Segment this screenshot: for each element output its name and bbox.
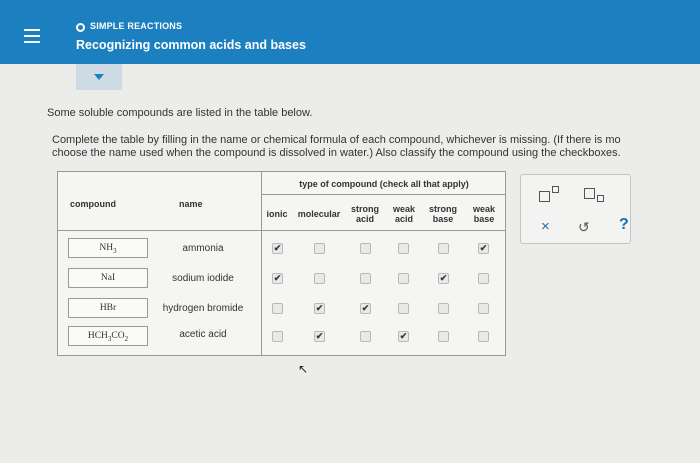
help-icon[interactable]: ? — [619, 216, 629, 233]
name-text: ammonia — [182, 243, 224, 254]
weak-acid-checkbox[interactable] — [398, 273, 409, 284]
chevron-down-icon — [94, 74, 104, 80]
weak-base-checkbox[interactable]: ✔ — [479, 243, 488, 253]
formula-field[interactable]: $NH_3$ — [68, 238, 148, 258]
header-name: name — [179, 199, 203, 209]
name-text: sodium iodide — [172, 273, 234, 284]
header-weak-base: weak base — [472, 204, 496, 224]
superscript-box-icon[interactable] — [539, 191, 550, 202]
strong-base-checkbox[interactable]: ✔ — [439, 273, 448, 283]
mouse-cursor-icon: ↖ — [298, 362, 309, 376]
weak-base-checkbox[interactable] — [478, 331, 489, 342]
header-molecular: molecular — [297, 209, 341, 219]
clear-icon[interactable]: × — [541, 218, 550, 235]
expand-button[interactable] — [76, 64, 122, 90]
weak-acid-checkbox[interactable]: ✔ — [399, 331, 408, 341]
header-strong-acid: strong acid — [351, 204, 379, 224]
ionic-checkbox[interactable]: ✔ — [273, 273, 282, 283]
strong-base-checkbox[interactable] — [438, 243, 449, 254]
strong-acid-checkbox[interactable] — [360, 331, 371, 342]
intro-text: Some soluble compounds are listed in the table below. — [47, 107, 313, 119]
formula-field[interactable]: NaI — [68, 268, 148, 288]
formula-field[interactable]: HBr — [68, 298, 148, 318]
molecular-checkbox[interactable] — [314, 273, 325, 284]
instruction-line-1: Complete the table by filling in the name or chemical formula of each compound, whichever is missing. (If there is mo — [52, 134, 621, 146]
top-bar — [0, 0, 700, 64]
topic-label: SIMPLE REACTIONS — [90, 21, 183, 31]
header-compound: compound — [70, 199, 116, 209]
header-bottom-divider — [58, 230, 505, 231]
ionic-checkbox[interactable] — [272, 331, 283, 342]
molecular-checkbox[interactable] — [314, 243, 325, 254]
undo-icon[interactable]: ↺ — [578, 219, 590, 235]
subscript-box-icon[interactable] — [584, 188, 595, 199]
answer-tools-panel — [520, 174, 631, 244]
strong-base-checkbox[interactable] — [438, 303, 449, 314]
weak-acid-checkbox[interactable] — [398, 303, 409, 314]
weak-base-checkbox[interactable] — [478, 273, 489, 284]
topic-status-icon — [76, 23, 85, 32]
header-type-group: type of compound (check all that apply) — [299, 179, 469, 189]
ionic-checkbox[interactable] — [272, 303, 283, 314]
strong-acid-checkbox[interactable] — [360, 273, 371, 284]
weak-acid-checkbox[interactable] — [398, 243, 409, 254]
formula-field[interactable]: $HCH_3CO_2$ — [68, 326, 148, 346]
instruction-line-2: choose the name used when the compound is dissolved in water.) Also classify the compound using the checkboxes. — [52, 147, 621, 159]
column-divider — [261, 172, 262, 355]
page-title: Recognizing common acids and bases — [76, 38, 306, 52]
ionic-checkbox[interactable]: ✔ — [273, 243, 282, 253]
header-divider — [261, 194, 505, 195]
name-text: acetic acid — [179, 329, 227, 340]
header-weak-acid: weak acid — [392, 204, 416, 224]
strong-acid-checkbox[interactable]: ✔ — [361, 303, 370, 313]
name-text: hydrogen bromide — [162, 303, 244, 314]
strong-acid-checkbox[interactable] — [360, 243, 371, 254]
compound-table — [57, 171, 506, 356]
header-ionic: ionic — [266, 209, 288, 219]
header-strong-base: strong base — [429, 204, 457, 224]
molecular-checkbox[interactable]: ✔ — [315, 303, 324, 313]
weak-base-checkbox[interactable] — [478, 303, 489, 314]
hamburger-icon[interactable] — [24, 29, 40, 45]
molecular-checkbox[interactable]: ✔ — [315, 331, 324, 341]
instruction-text — [52, 134, 700, 160]
strong-base-checkbox[interactable] — [438, 331, 449, 342]
